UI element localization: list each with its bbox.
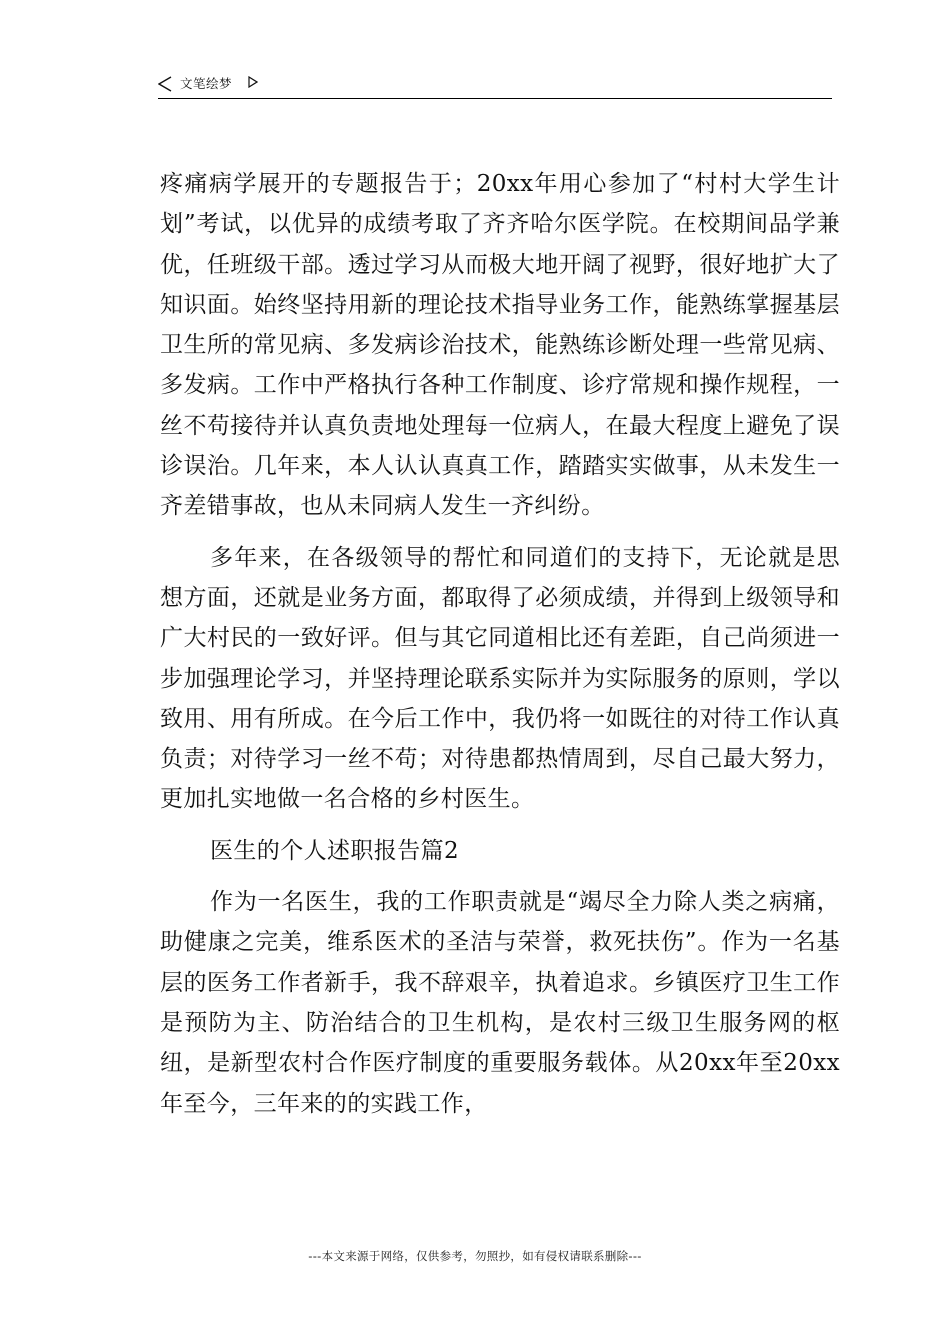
footer-disclaimer: ---本文来源于网络，仅供参考，勿照抄，如有侵权请联系删除---	[308, 1249, 642, 1263]
triangle-right-icon	[248, 76, 258, 88]
paragraph-1: 疼痛病学展开的专题报告于；20xx年用心参加了“村村大学生计划”考试，以优异的成绩考取了齐齐哈尔医学院。在校期间品学兼优，任班级干部。透过学习从而极大地开阔了视野，很好地扩大了知识面。始终坚持用新的理论技术指导业务工作，能熟练掌握基层卫生所的常见病、多发病诊治技术，能熟练诊断处理一些常见病、多发病。工作中严格执行各种工作制度、诊疗常规和操作规程，一丝不苟接待并认真负责地处理每一位病人，在最大程度上避免了误诊误治。几年来，本人认认真真工作，踏踏实实做事，从未发生一齐差错事故，也从未同病人发生一齐纠纷。	[160, 171, 840, 520]
page-header	[158, 74, 832, 99]
section-heading: 医生的个人述职报告篇2	[210, 837, 460, 864]
document-body	[160, 164, 840, 1124]
triangle-left-icon	[158, 76, 172, 92]
paragraph-2: 多年来，在各级领导的帮忙和同道们的支持下，无论就是思想方面，还就是业务方面，都取得了必须成绩，并得到上级领导和广大村民的一致好评。但与其它同道相比还有差距，自己尚须进一步加强理论学习，并坚持理论联系实际并为实际服务的原则，学以致用、用有所成。在今后工作中，我仍将一如既往的对待工作认真负责；对待学习一丝不苟；对待患都热情周到，尽自己最大努力，更加扎实地做一名合格的乡村医生。	[160, 544, 840, 813]
header-title: 文笔绘梦	[180, 76, 233, 91]
paragraph-3: 作为一名医生，我的工作职责就是“竭尽全力除人类之病痛，助健康之完美，维系医术的圣洁与荣誉，救死扶伤”。作为一名基层的医务工作者新手，我不辞艰辛，执着追求。乡镇医疗卫生工作是预防为主、防治结合的卫生机构，是农村三级卫生服务网的枢纽，是新型农村合作医疗制度的重要服务载体。从20xx年至20xx年至今，三年来的的实践工作，	[160, 889, 840, 1117]
